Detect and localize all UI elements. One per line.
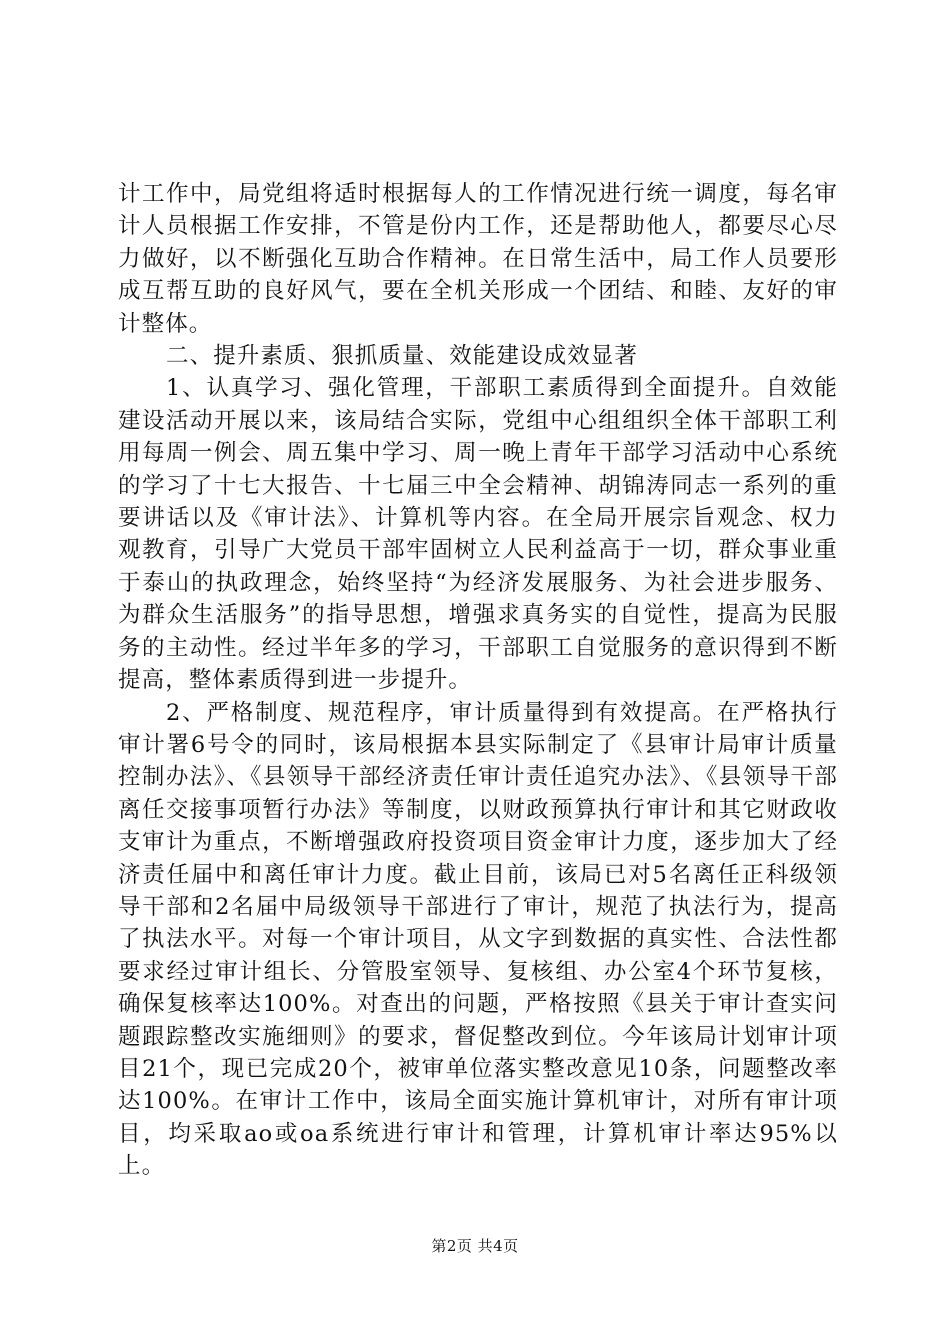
page-number-footer: 第2页 共4页 [431,1237,519,1255]
section-heading: 二、提升素质、狠抓质量、效能建设成效显著 [166,343,639,370]
paragraph-continuation: 计工作中，局党组将适时根据每人的工作情况进行统一调度，每名审计人员根据工作安排，不管是份内工作，还是帮助他人，都要尽心尽力做好，以不断强化互助合作精神。在日常生活中，局工作人员要形成互帮互助的良好风气，要在全机关形成一个团结、和睦、友好的审计整体。 [118,181,838,337]
paragraph-study-management: 1、认真学习、强化管理，干部职工素质得到全面提升。自效能建设活动开展以来，该局结合实际，党组中心组组织全体干部职工利用每周一例会、周五集中学习、周一晚上青年干部学习活动中心系统的学习了十七大报告、十七届三中全会精神、胡锦涛同志一系列的重要讲话以及《审计法》、计算机等内容。在全局开展宗旨观念、权力观教育，引导广大党员干部牢固树立人民利益高于一切，群众事业重于泰山的执政理念，始终坚持“为经济发展服务、为社会进步服务、为群众生活服务”的指导思想，增强求真务实的自觉性，提高为民服务的主动性。经过半年多的学习，干部职工自觉服务的意识得到不断提高，整体素质得到进一步提升。 [118,375,838,694]
paragraph-audit-quality: 2、严格制度、规范程序，审计质量得到有效提高。在严格执行审计署6号令的同时，该局根据本县实际制定了《县审计局审计质量控制办法》、《县领导干部经济责任审计责任追究办法》、《县领导干部离任交接事项暂行办法》等制度，以财政预算执行审计和其它财政收支审计为重点，不断增强政府投资项目资金审计力度，逐步加大了经济责任届中和离任审计力度。截止目前，该局已对5名离任正科级领导干部和2名届中局级领导干部进行了审计，规范了执法行为，提高了执法水平。对每一个审计项目，从文字到数据的真实性、合法性都要求经过审计组长、分管股室领导、复核组、办公室4个环节复核，确保复核率达100%。对查出的问题，严格按照《县关于审计查实问题跟踪整改实施细则》的要求，督促整改到位。今年该局计划审计项目21个，现已完成20个，被审单位落实整改意见10条，问题整改率达100%。在审计工作中，该局全面实施计算机审计，对所有审计项目，均采取ao或oa系统进行审计和管理，计算机审计率达95%以上。 [118,699,838,1180]
document-body [118,178,838,1183]
